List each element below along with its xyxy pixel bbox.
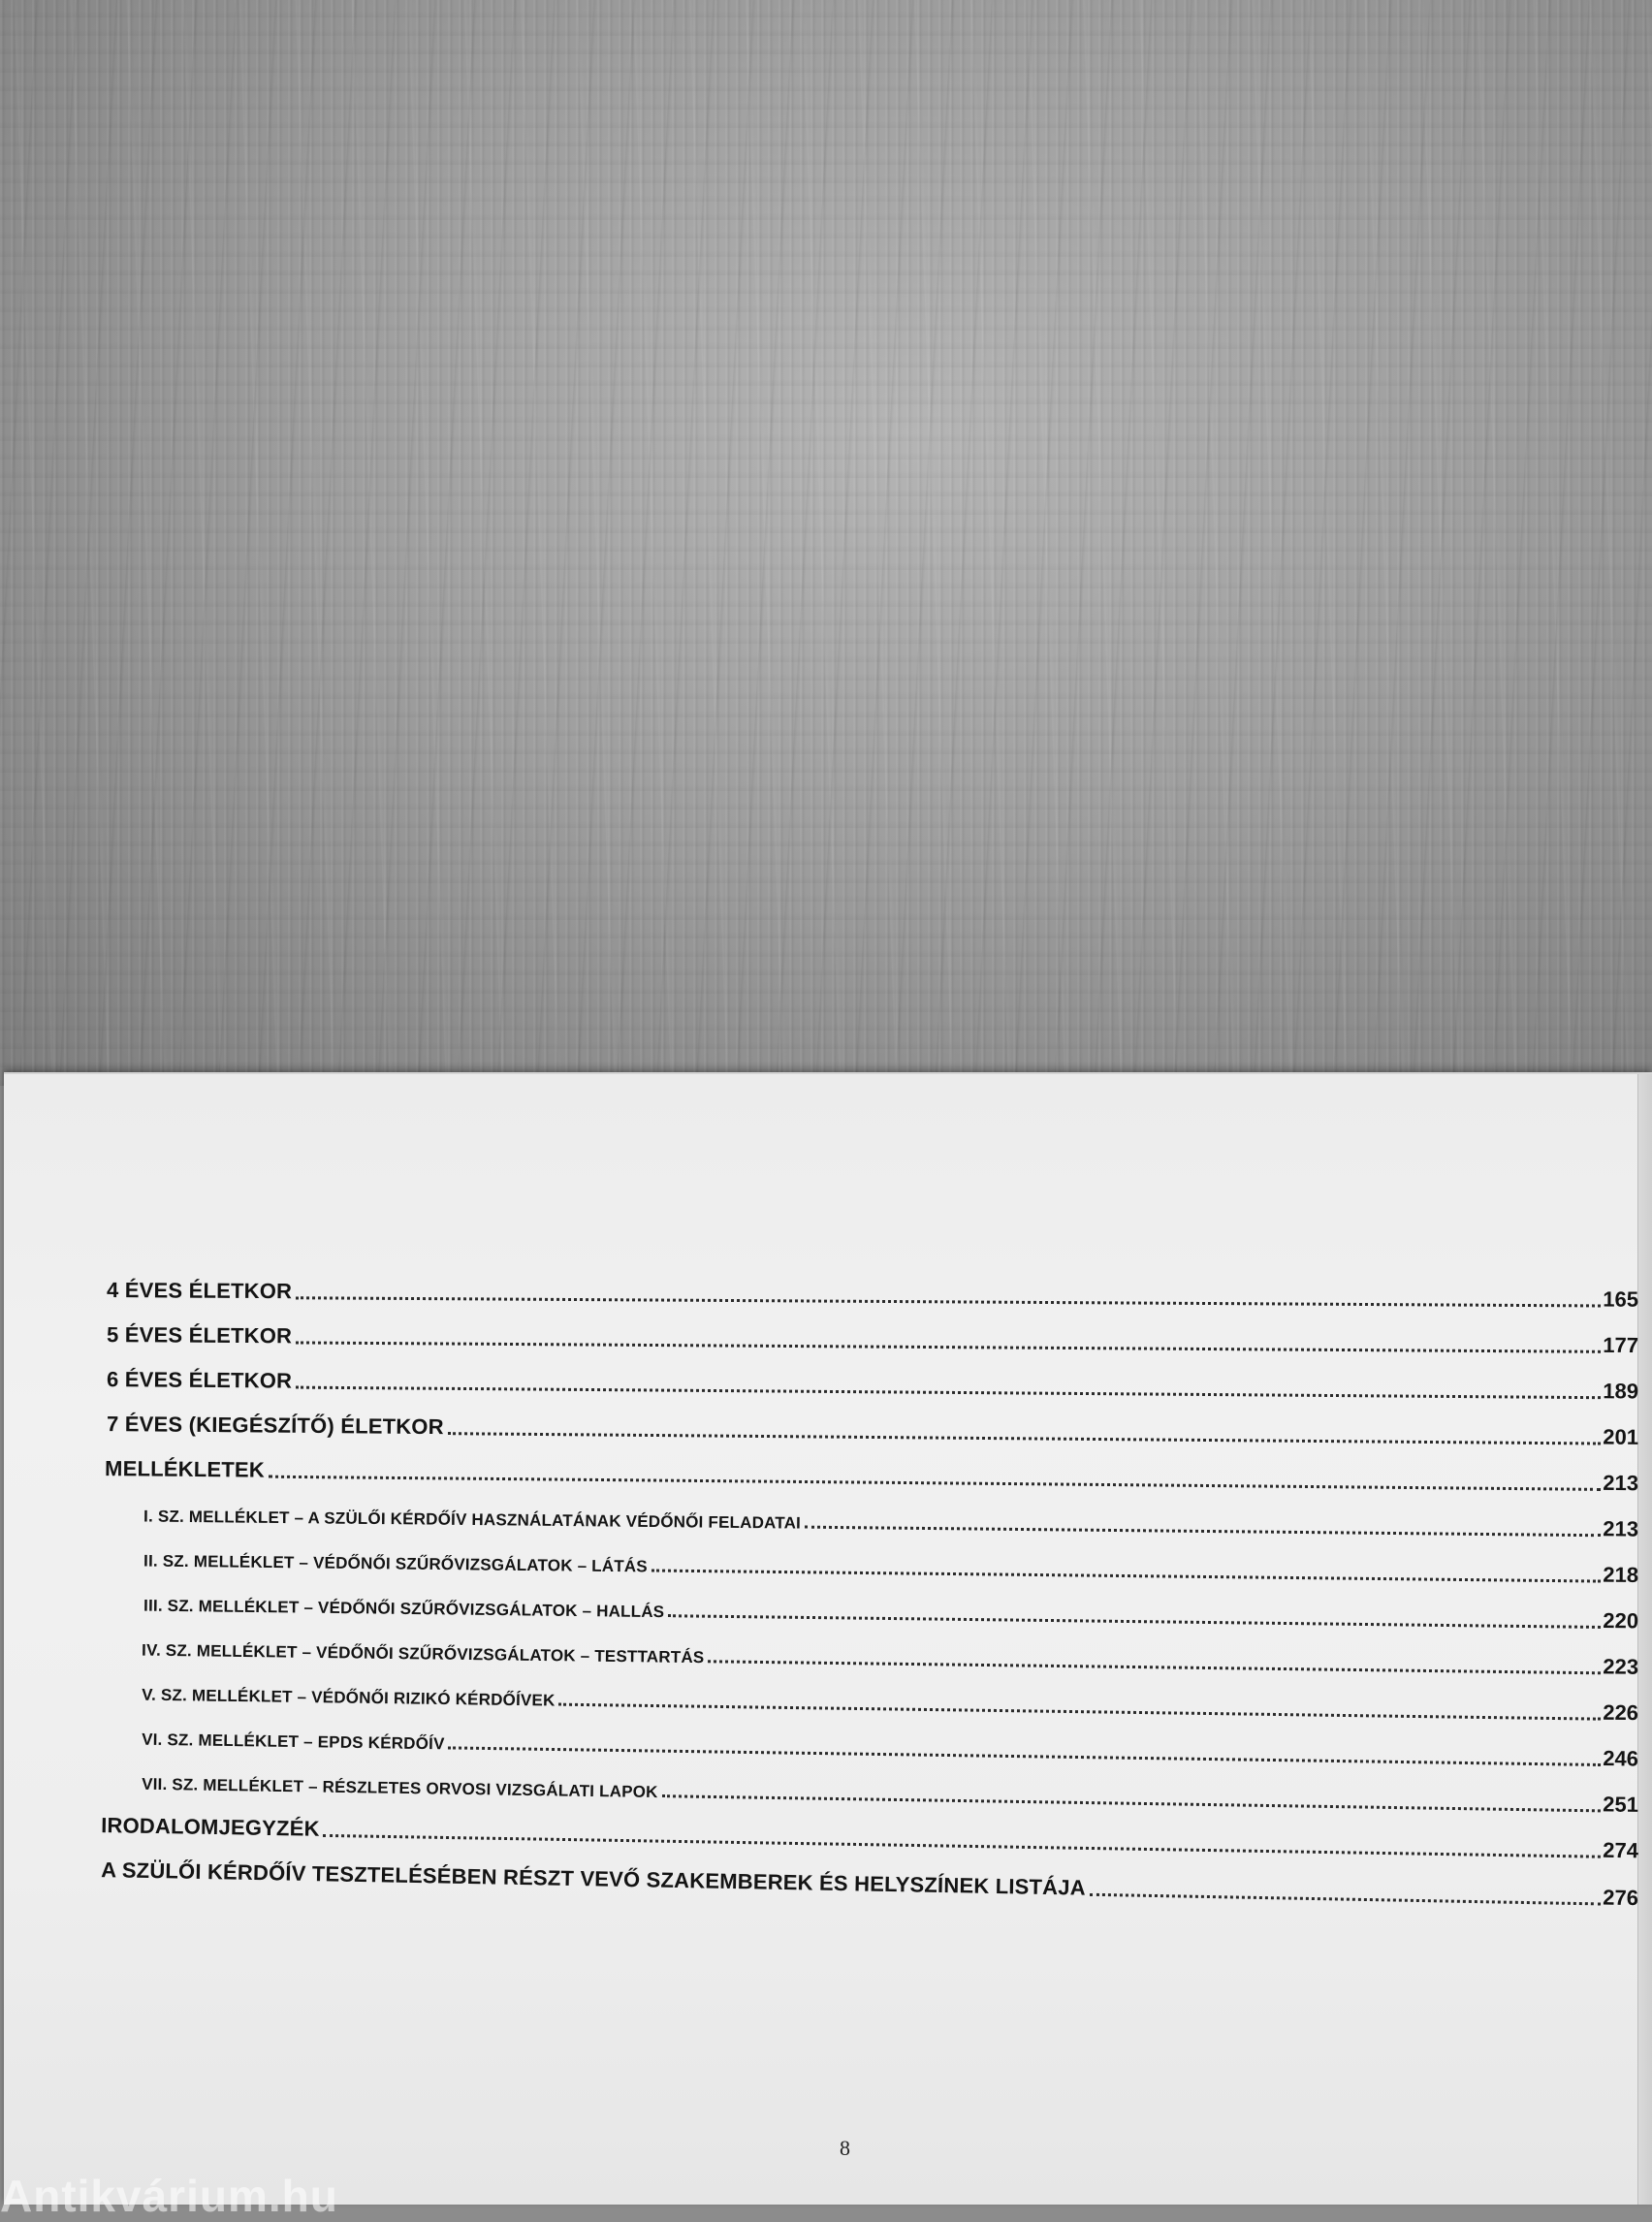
toc-entry-page: 246 [1603,1746,1639,1771]
toc-entry-title: 6 ÉVES ÉLETKOR [107,1367,293,1393]
toc-entry-title: III. SZ. MELLÉKLET – VÉDŐNŐI SZŰRŐVIZSGÁLATOK – HALLÁS [143,1596,665,1622]
page-number: 8 [840,2136,850,2160]
toc-entry-title: I. SZ. MELLÉKLET – A SZÜLŐI KÉRDŐÍV HASZNÁLATÁNAK VÉDŐNŐI FELADATAI [143,1507,802,1533]
toc-leader-dots [1090,1892,1602,1906]
toc-entry-page: 251 [1603,1792,1639,1817]
toc-entry-page: 276 [1603,1885,1639,1911]
toc-entry-page: 165 [1603,1286,1639,1312]
page-edge [1637,1074,1652,2205]
toc-entry-page: 213 [1603,1470,1639,1496]
toc-entry-title: II. SZ. MELLÉKLET – VÉDŐNŐI SZŰRŐVIZSGÁLATOK – LÁTÁS [143,1551,649,1576]
toc-entry-page: 220 [1603,1607,1639,1634]
toc-entry-title: IV. SZ. MELLÉKLET – VÉDŐNŐI SZŰRŐVIZSGÁLATOK – TESTTARTÁS [142,1640,705,1667]
table-of-contents [97,1258,1639,1911]
toc-entry-title: MELLÉKLETEK [105,1456,266,1482]
toc-entry-page: 218 [1603,1562,1639,1588]
toc-entry-page: 213 [1603,1516,1639,1541]
toc-entry-title: 5 ÉVES ÉLETKOR [107,1322,293,1349]
toc-entry-title: 7 ÉVES (KIEGÉSZÍTŐ) ÉLETKOR [107,1412,444,1440]
toc-entry-page: 189 [1603,1379,1639,1404]
toc-entry-page: 223 [1603,1654,1639,1679]
toc-entry-title: VII. SZ. MELLÉKLET – RÉSZLETES ORVOSI VIZSGÁLATI LAPOK [142,1774,658,1802]
toc-entry-title: IRODALOMJEGYZÉK [101,1813,320,1841]
toc-entry-title: VI. SZ. MELLÉKLET – EPDS KÉRDŐÍV [142,1730,445,1754]
toc-entry-page: 274 [1603,1837,1639,1863]
table-surface-texture [0,0,1652,1086]
toc-entry-page: 201 [1603,1424,1639,1449]
toc-entry-title: V. SZ. MELLÉKLET – VÉDŐNŐI RIZIKÓ KÉRDŐÍVEK [142,1685,556,1710]
watermark: Antikvárium.hu [0,2171,338,2221]
toc-entry-page: 226 [1603,1699,1639,1726]
toc-entry-page: 177 [1603,1332,1639,1358]
toc-entry-title: A SZÜLŐI KÉRDŐÍV TESZTELÉSÉBEN RÉSZT VEVŐ SZAKEMBEREK ÉS HELYSZÍNEK LISTÁJA [101,1857,1087,1900]
toc-entry-title: 4 ÉVES ÉLETKOR [107,1278,293,1304]
document-page [4,1072,1652,2205]
